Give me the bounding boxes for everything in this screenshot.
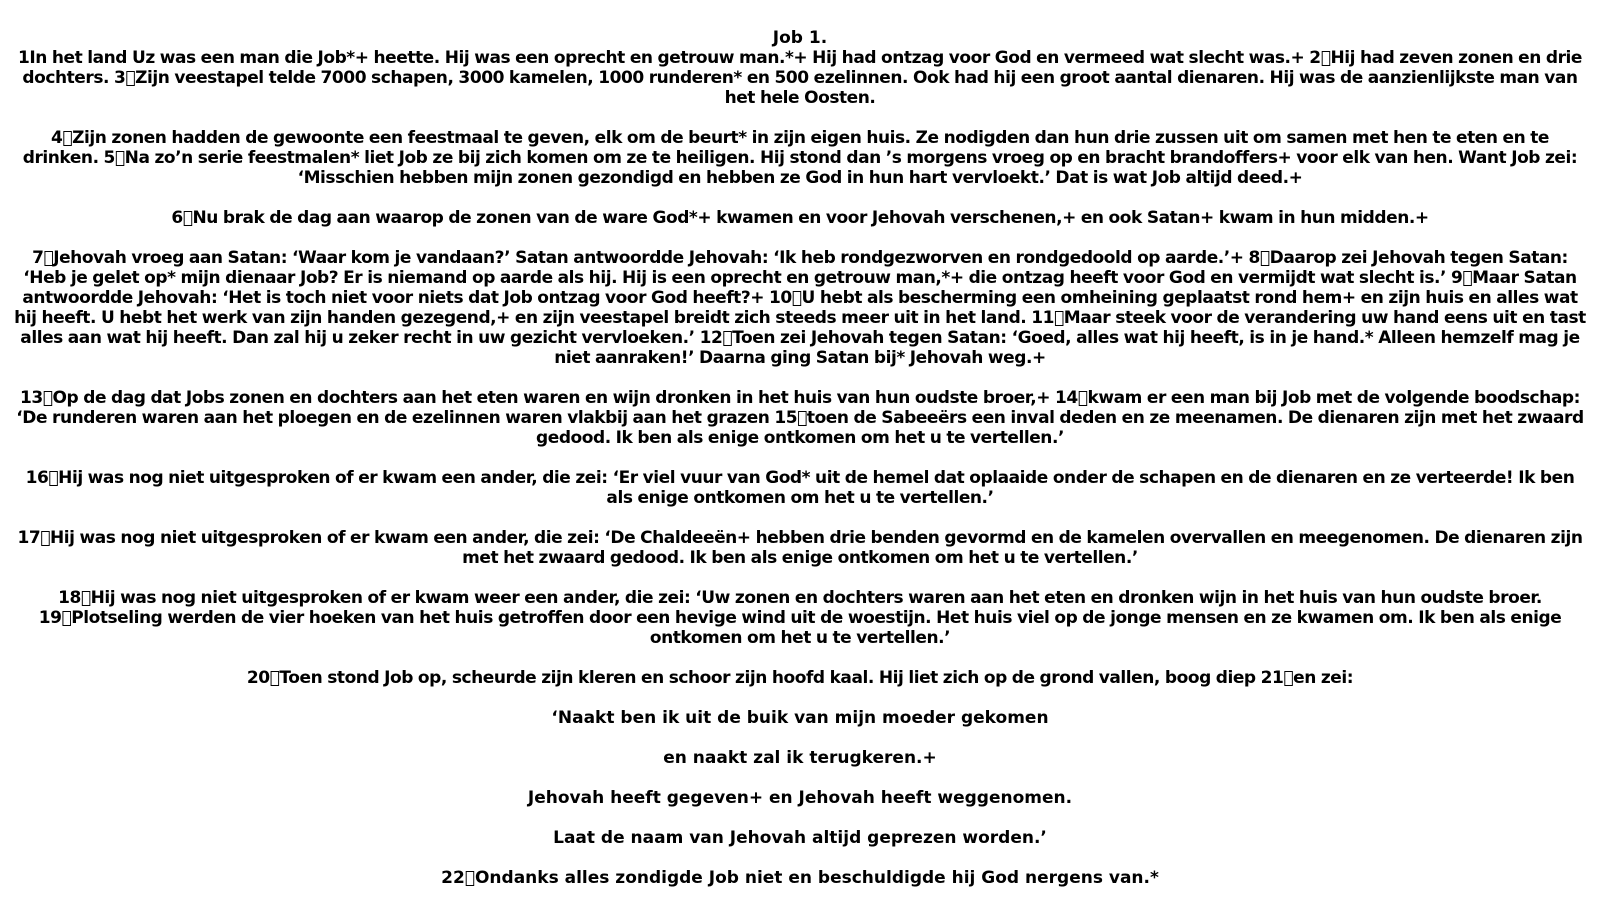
- paragraph-verse-16: 16 Hij was nog niet uitgesproken of er kwam een ander, die zei: ‘Er viel vuur van God* uit de hemel dat oplaaide onder de schapen en de dienaren en ze verteerde! Ik ben als enige ontkomen om het u te vertellen.’: [25, 468, 1575, 508]
- paragraph-verse-22: 22 Ondanks alles zondigde Job niet en beschuldigde hij God nergens van.*: [441, 868, 1159, 888]
- poem-line-4: Laat de naam van Jehovah altijd geprezen worden.’: [553, 828, 1047, 848]
- paragraph-verses-7-12: 7 Jehovah vroeg aan Satan: ‘Waar kom je vandaan?’ Satan antwoordde Jehovah: ‘Ik heb rondgezworven en rondgedoold op aarde.’+ 8 Daarop zei Jehovah tegen Satan: ‘Heb je gelet op* mijn dienaar Job? Er is niemand op aarde als hij. Hij is een oprecht en getrouw man,*+ die ontzag heeft voor God en vermijdt wat slecht is.’ 9 Maar Satan antwoordde Jehovah: ‘Het is toch niet voor niets dat Job ontzag voor God heeft?+ 10 U hebt als bescherming een omheining geplaatst rond hem+ en zijn huis en alles wat hij heeft. U hebt het werk van zijn handen gezegend,+ en zijn veestapel breidt zich steeds meer uit in het land. 11 Maar steek voor de verandering uw hand eens uit en tast alles aan wat hij heeft. Dan zal hij u zeker recht in uw gezicht vervloeken.’ 12 Toen zei Jehovah tegen Satan: ‘Goed, alles wat hij heeft, is in je hand.* Alleen hemzelf mag je niet aanraken!’ Daarna ging Satan bij* Jehovah weg.+: [14, 248, 1586, 368]
- paragraph-verses-20-21: 20 Toen stond Job op, scheurde zijn kleren en schoor zijn hoofd kaal. Hij liet zich op de grond vallen, boog diep 21 en zei:: [246, 668, 1354, 688]
- paragraph-verses-1-3: 1In het land Uz was een man die Job*+ heette. Hij was een oprecht en getrouw man.*+ Hij had ontzag voor God en vermeed wat slecht was.+ 2 Hij had zeven zonen en drie dochters. 3 Zijn veestapel telde 7000 schapen, 3000 kamelen, 1000 runderen* en 500 ezelinnen. Ook had hij een groot aantal dienaren. Hij was de aanzienlijkste man van het hele Oosten.: [17, 48, 1582, 108]
- paragraph-verse-17: 17 Hij was nog niet uitgesproken of er kwam een ander, die zei: ‘De Chaldeeën+ hebben drie benden gevormd en de kamelen overvallen en meegenomen. De dienaren zijn met het zwaard gedood. Ik ben als enige ontkomen om het u te vertellen.’: [17, 528, 1583, 568]
- poem-line-1: ‘Naakt ben ik uit de buik van mijn moeder gekomen: [551, 708, 1049, 728]
- document-title: Job 1.: [772, 28, 828, 48]
- paragraph-verses-4-5: 4 Zijn zonen hadden de gewoonte een feestmaal te geven, elk om de beurt* in zijn eigen huis. Ze nodigden dan hun drie zussen uit om samen met hen te eten en te drinken. 5 Na zo’n serie feestmalen* liet Job ze bij zich komen om ze te heiligen. Hij stond dan ’s morgens vroeg op en bracht brandoffers+ voor elk van hen. Want Job zei: ‘Misschien hebben mijn zonen gezondigd en hebben ze God in hun hart vervloekt.’ Dat is wat Job altijd deed.+: [22, 128, 1578, 188]
- poem-line-3: Jehovah heeft gegeven+ en Jehovah heeft weggenomen.: [527, 788, 1073, 808]
- poem-line-2: en naakt zal ik terugkeren.+: [663, 748, 937, 768]
- paragraph-verses-18-19: 18 Hij was nog niet uitgesproken of er kwam weer een ander, die zei: ‘Uw zonen en dochters waren aan het eten en dronken wijn in het huis van hun oudste broer. 19 Plotseling werden de vier hoeken van het huis getroffen door een hevige wind uit de woestijn. Het huis viel op de jonge mensen en ze kwamen om. Ik ben als enige ontkomen om het u te vertellen.’: [38, 588, 1562, 648]
- paragraph-verse-6: 6 Nu brak de dag aan waarop de zonen van de ware God*+ kwamen en voor Jehovah verschenen,+ en ook Satan+ kwam in hun midden.+: [171, 208, 1429, 228]
- paragraph-verses-13-15: 13 Op de dag dat Jobs zonen en dochters aan het eten waren en wijn dronken in het huis van hun oudste broer,+ 14 kwam er een man bij Job met de volgende boodschap: ‘De runderen waren aan het ploegen en de ezelinnen waren vlakbij aan het grazen 15 toen de Sabeeërs een inval deden en ze meenamen. De dienaren zijn met het zwaard gedood. Ik ben als enige ontkomen om het u te vertellen.’: [16, 388, 1584, 448]
